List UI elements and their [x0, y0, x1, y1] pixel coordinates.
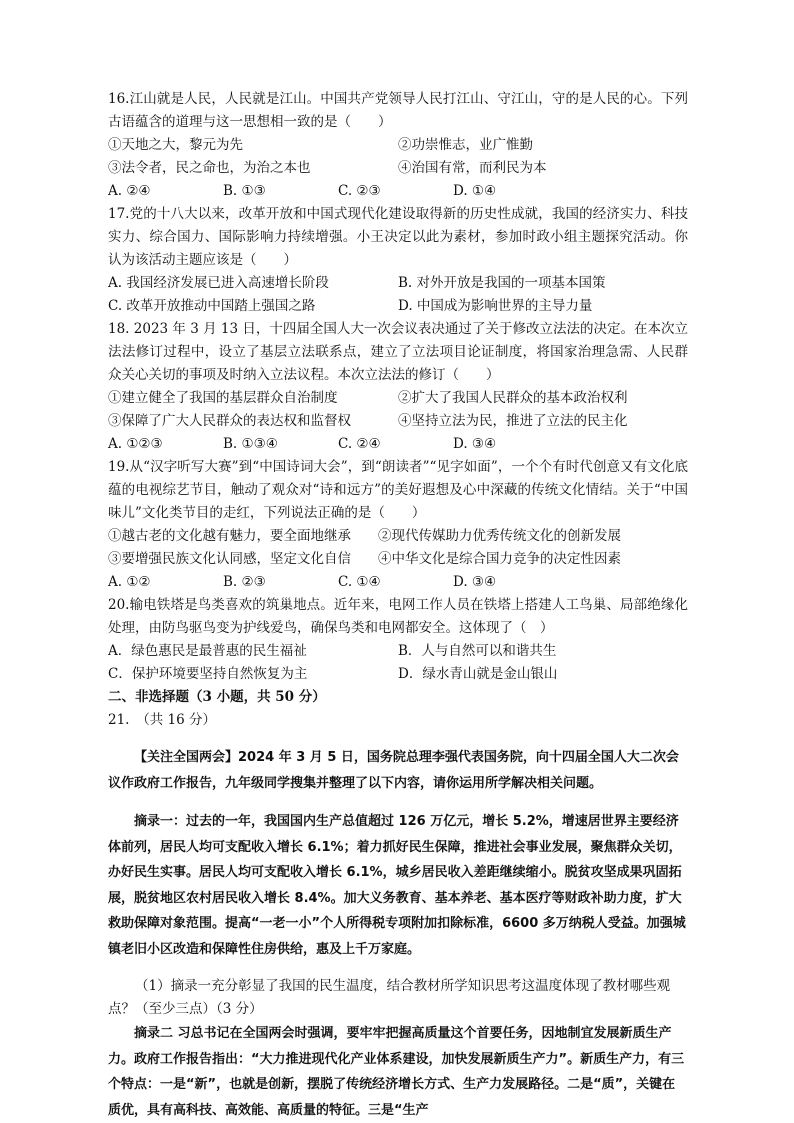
option: ①天地之大，黎元为先 — [108, 137, 243, 153]
choice-b: B. ①③ — [223, 183, 266, 199]
choice-row — [108, 663, 688, 686]
question-20 — [108, 594, 688, 686]
choice-c: C. ①④ — [338, 574, 381, 590]
choice-c: C. 改革开放推动中国踏上强国之路 — [108, 298, 316, 314]
choice-row — [108, 640, 688, 663]
choice-a: A. ①② — [108, 574, 151, 590]
choice-d: D. ③④ — [453, 436, 497, 452]
choice-row — [108, 295, 688, 318]
choice-row — [108, 571, 688, 594]
question-stem: 17.党的十八大以来，改革开放和中国式现代化建设取得新的历史性成就，我国的经济实力、科技实力、综合国力、国际影响力持续增强。小王决定以此为素材，参加时政小组主题探究活动。你认为该活动主题应该是（ ） — [108, 206, 688, 268]
option: ③法令者，民之命也，为治之本也 — [108, 160, 311, 176]
option-row — [108, 548, 688, 571]
choice-b: B. ①③④ — [223, 436, 278, 452]
choice-d: D. 中国成为影响世界的主导力量 — [398, 298, 593, 314]
option: ①越古老的文化越有魅力，要全面地继承 — [108, 528, 351, 544]
question-intro: 【关注全国两会】2024 年 3 月 5 日，国务院总理李强代表国务院，向十四届全国人大二次会议作政府工作报告，九年级同学搜集并整理了以下内容，请你运用所学解决相关问题。 — [108, 750, 679, 791]
excerpt-1: 摘录一：过去的一年，我国国内生产总值超过 126 万亿元，增长 5.2%，增速居世界主要经济体前列，居民人均可支配收入增长 6.1%；着力抓好民生保障，推进社会事业发展，聚焦群众关切，办好民生实事。居民人均可支配收入增长 6.1%，城乡居民收入差距继续缩小。脱贫攻坚成果巩固拓展，脱贫地区农村居民收入增长 8.4%。加大义务教育、基本养老、基本医疗等财政补助力度，扩大救助保障对象范围。提高“一老一小”个人所得税专项附加扣除标准，6600 多万纳税人受益。加强城镇老旧小区改造和保障性住房供给，惠及上千万家庭。 — [108, 814, 686, 957]
question-heading: 21. （共 16 分） — [108, 712, 216, 728]
option: ③要增强民族文化认同感，坚定文化自信 — [108, 551, 351, 567]
option: ②扩大了我国人民群众的基本政治权利 — [398, 390, 628, 406]
option-row — [108, 387, 688, 410]
choice-b: B. 对外开放是我国的一项基本国策 — [398, 275, 606, 291]
question-stem: 16.江山就是人民，人民就是江山。中国共产党领导人民打江山、守江山，守的是人民的心。下列古语蕴含的道理与这一思想相一致的是（ ） — [108, 91, 688, 130]
choice-d: D．绿水青山就是金山银山 — [398, 666, 558, 682]
option: ③保障了广大人民群众的表达权和监督权 — [108, 413, 351, 429]
choice-c: C．保护环境要坚持自然恢复为主 — [108, 666, 308, 682]
choice-d: D. ①④ — [453, 183, 497, 199]
question-18 — [108, 318, 688, 456]
option: ②功崇惟志，业广惟勤 — [398, 137, 533, 153]
option-row — [108, 410, 688, 433]
choice-row — [108, 272, 688, 295]
question-21 — [108, 709, 688, 1123]
option: ②现代传媒助力优秀传统文化的创新发展 — [378, 528, 621, 544]
question-17 — [108, 203, 688, 318]
option: ④治国有常，而利民为本 — [398, 160, 547, 176]
choice-row — [108, 180, 688, 203]
question-16 — [108, 88, 688, 203]
choice-a: A. ①②③ — [108, 436, 163, 452]
option-row — [108, 134, 688, 157]
question-stem: 19.从“汉字听写大赛”到“中国诗词大会”，到“朗读者”“见字如面”，一个个有时代创意又有文化底蕴的电视综艺节目，触动了观众对“诗和远方”的美好遐想及心中深藏的传统文化情结。关于“中国味儿”文化类节目的走红，下列说法正确的是（ ） — [108, 459, 688, 521]
choice-row — [108, 433, 688, 456]
section-heading: 二、非选择题（3 小题，共 50 分） — [108, 689, 326, 705]
choice-b: B. ②③ — [223, 574, 266, 590]
choice-c: C. ②④ — [338, 436, 381, 452]
sub-question-1: （1）摘录一充分彰显了我国的民生温度，结合教材所学知识思考这温度体现了教材哪些观点？（至少三点）（3 分） — [108, 978, 671, 1017]
question-stem: 18. 2023 年 3 月 13 日，十四届全国人大一次会议表决通过了关于修改立法法的决定。在本次立法法修订过程中，设立了基层立法联系点，建立了立法项目论证制度，将国家治理急需、人民群众关心关切的事项及时纳入立法议程。本次立法法的修订（ ） — [108, 321, 688, 383]
choice-a: A. ②④ — [108, 183, 151, 199]
question-19 — [108, 456, 688, 594]
option-row — [108, 525, 688, 548]
choice-a: A. 我国经济发展已进入高速增长阶段 — [108, 275, 329, 291]
excerpt-2: 摘录二 习总书记在全国两会时强调，要牢牢把握高质量这个首要任务，因地制宜发展新质生产力。政府工作报告指出：“大力推进现代化产业体系建设，加快发展新质生产力”。新质生产力，有三个特点：一是“新”，也就是创新，摆脱了传统经济增长方式、生产力发展路径。二是“质”，关键在质优，具有高科技、高效能、高质量的特征。三是“生产 — [108, 1026, 685, 1118]
question-stem: 20.输电铁塔是鸟类喜欢的筑巢地点。近年来，电网工作人员在铁塔上搭建人工鸟巢、局部绝缘化处理，由防鸟驱鸟变为护线爱鸟，确保鸟类和电网都安全。这体现了（ ） — [108, 597, 688, 636]
exam-page — [108, 88, 688, 1123]
option-row — [108, 157, 688, 180]
choice-a: A．绿色惠民是最普惠的民生福祉 — [108, 643, 307, 659]
choice-c: C. ②③ — [338, 183, 381, 199]
choice-b: B．人与自然可以和谐共生 — [398, 643, 557, 659]
option: ④中华文化是综合国力竞争的决定性因素 — [378, 551, 621, 567]
option: ④坚持立法为民，推进了立法的民主化 — [398, 413, 628, 429]
option: ①建立健全了我国的基层群众自治制度 — [108, 390, 338, 406]
choice-d: D. ③④ — [453, 574, 497, 590]
